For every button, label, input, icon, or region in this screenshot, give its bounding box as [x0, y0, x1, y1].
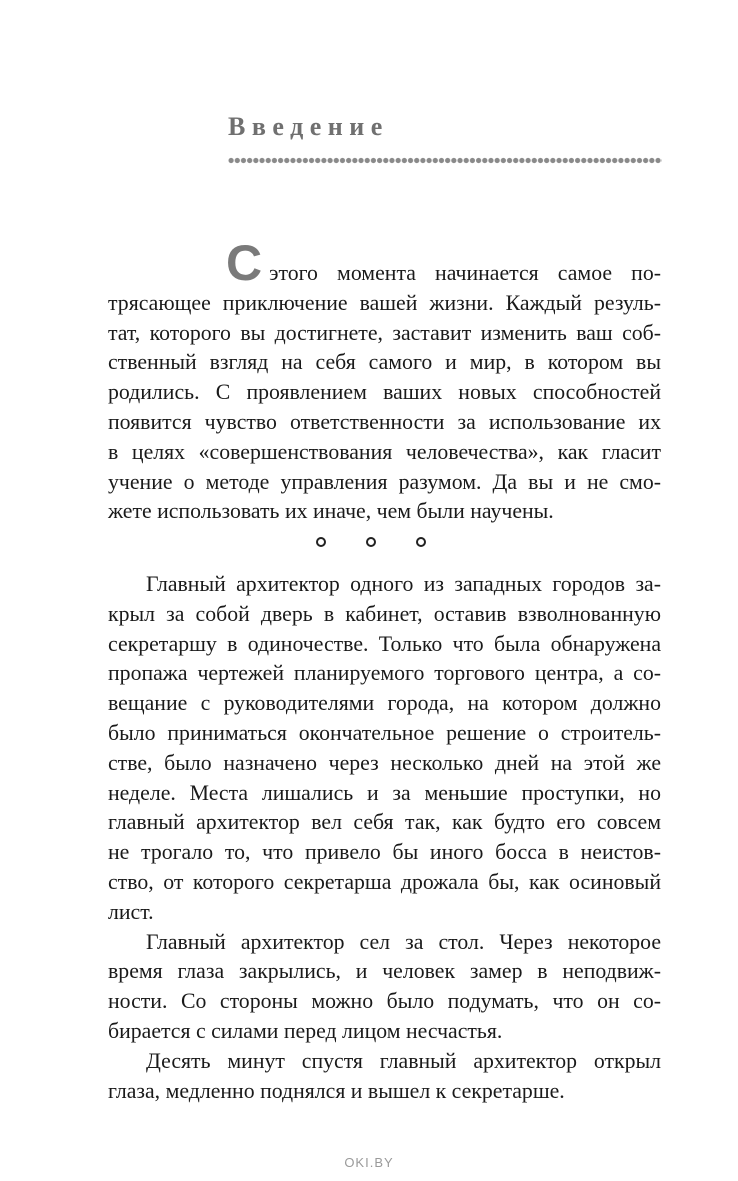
text-line: Главный архитектор сел за стол. Через некоторое [146, 929, 661, 954]
text-line: в целях «совершенствования человечества», как гласит [108, 439, 661, 464]
ring-icon [316, 537, 326, 547]
text-line: появится чувство ответственности за использование их [108, 409, 661, 434]
chapter-title: Введение [228, 112, 389, 141]
text-line: этого момента начинается самое по- [269, 261, 661, 285]
text-line: пропажа чертежей планируемого торгового центра, а со- [108, 661, 661, 686]
dotted-divider [228, 156, 662, 165]
text-line: жете использовать их иначе, чем были научены. [108, 499, 554, 524]
text-line: время глаза закрылись, и человек замер в неподвиж- [108, 959, 661, 984]
text-line: вещание с руководителями города, на котором должно [108, 691, 661, 716]
text-line: было приниматься окончательное решение о строитель- [108, 720, 661, 745]
text-line: учение о методе управления разумом. Да вы и не смо- [108, 469, 661, 494]
drop-cap: С [226, 235, 263, 291]
text-line: бирается с силами перед лицом несчастья. [108, 1018, 503, 1043]
story-paragraph-1 [108, 570, 661, 928]
text-line: глаза, медленно поднялся и вышел к секретарше. [108, 1078, 565, 1103]
text-line: родились. С проявлением ваших новых способностей [108, 380, 661, 405]
text-line: трясающее приключение вашей жизни. Каждый резуль- [108, 290, 661, 315]
ring-icon [416, 537, 426, 547]
text-line: главный архитектор вел себя так, как будто его совсем [108, 810, 661, 835]
text-line: не трогало то, что привело бы иного босса в неистов- [108, 840, 661, 865]
intro-paragraph [108, 235, 661, 527]
section-break-ornament [316, 537, 426, 547]
intro-first-line [108, 235, 661, 291]
text-line: ственный взгляд на себя самого и мир, в котором вы [108, 350, 661, 375]
text-line: лист. [108, 899, 154, 924]
text-line: ности. Со стороны можно было подумать, что он со- [108, 989, 661, 1014]
text-line: неделе. Места лишались и за меньшие проступки, но [108, 780, 661, 805]
text-line: тат, которого вы достигнете, заставит изменить ваш соб- [108, 320, 661, 345]
text-line: крыл за собой дверь в кабинет, оставив взволнованную [108, 601, 661, 626]
ring-icon [366, 537, 376, 547]
text-line: Главный архитектор одного из западных городов за- [146, 572, 661, 596]
text-line: секретаршу в одиночестве. Только что была обнаружена [108, 631, 661, 656]
watermark: OKI.BY [344, 1155, 394, 1170]
text-line: стве, было назначено через несколько дней на этой же [108, 750, 661, 775]
story-paragraph-3 [108, 1047, 661, 1107]
story-paragraph-2 [108, 928, 661, 1047]
text-line: Десять минут спустя главный архитектор открыл [146, 1048, 661, 1073]
story-text [108, 570, 661, 1106]
text-line: ство, от которого секретарша дрожала бы, как осиновый [108, 869, 661, 894]
